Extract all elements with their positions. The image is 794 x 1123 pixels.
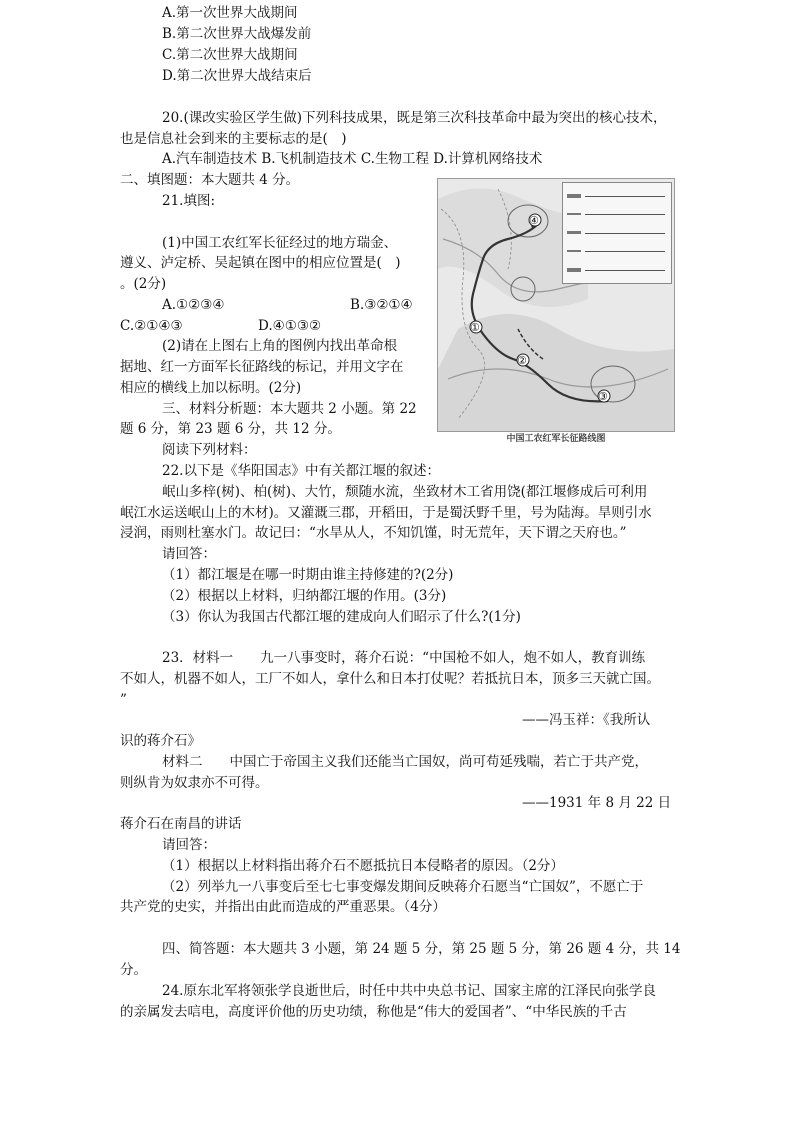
section2-title: 二、填图题：本大题共 4 分。: [120, 172, 300, 188]
q22-sub1: （1）都江堰是在哪一时期由谁主持修建的?(2分): [162, 567, 454, 583]
q22-intro: 22.以下是《华阳国志》中有关都江堰的叙述：: [162, 463, 440, 479]
q21-part2-line3: 相应的横线上加以标明。(2分): [120, 380, 302, 396]
q19-option-d: D.第二次世界大战结束后: [162, 68, 312, 84]
read-instruction: 阅读下列材料：: [162, 442, 257, 458]
q23-source2-line2: 蒋介石在南昌的讲话: [120, 816, 242, 832]
q23-material1-line3: ”: [120, 692, 127, 708]
q19-option-c: C.第二次世界大战期间: [162, 47, 298, 63]
section3-title-line1: 三、材料分析题：本大题共 2 小题。第 22: [162, 401, 417, 417]
legend-symbol: [567, 231, 581, 234]
q24-line2: 的亲属发去唁电，高度评价他的历史功绩，称他是“伟大的爱国者”、“中华民族的千古: [120, 1004, 627, 1020]
legend-blank-line: [585, 251, 665, 252]
q23-source2-line1: ——1931 年 8 月 22 日: [522, 795, 672, 811]
q19-option-a: A.第一次世界大战期间: [162, 5, 298, 21]
legend-symbol: [567, 194, 581, 198]
q21-part1-line1: (1)中国工农红军长征经过的地方瑞金、: [162, 235, 398, 251]
q22-material-line2: 岷江水运送岷山上的木材)。又灌溉三郡，开稻田，于是蜀沃野千里，号为陆海。旱则引水: [120, 505, 652, 521]
q24-line1: 24.原东北军将领张学良逝世后，时任中共中央总书记、国家主席的江泽民向张学良: [162, 983, 656, 999]
q21-title: 21.填图:: [162, 193, 216, 209]
marker-1: ①: [470, 321, 480, 334]
q22-sub3: （3）你认为我国古代都江堰的建成向人们昭示了什么?(1分): [162, 609, 521, 625]
q21-option-a: A.①②③④: [162, 297, 225, 313]
q20-stem-line1: 20.(课改实验区学生做)下列科技成果，既是第三次科技革命中最为突出的核心技术，: [162, 110, 667, 126]
q23-source1-line2: 识的蒋介石》: [120, 733, 201, 749]
marker-2: ②: [517, 354, 527, 367]
q23-sub1: （1）根据以上材料指出蒋介石不愿抵抗日本侵略者的原因。（2分）: [162, 858, 564, 874]
legend-blank-line: [585, 214, 665, 215]
q22-material-line3: 浸润，雨则杜塞水门。故记曰：“水旱从人，不知饥馑，时无荒年，天下谓之天府也。”: [120, 525, 627, 541]
legend-symbol: [567, 250, 581, 252]
legend-blank-line: [585, 233, 665, 234]
legend-symbol: [567, 268, 581, 272]
map-caption: 中国工农红军长征路线图: [506, 434, 606, 444]
q23-sub2-line2: 共产党的史实，并指出由此而造成的严重恶果。（4分）: [120, 899, 446, 915]
q23-material2-line2: 则纵肯为奴隶亦不可得。: [120, 775, 269, 791]
marker-4: ④: [529, 214, 539, 227]
q21-option-d: D.④①③②: [258, 318, 322, 334]
q23-material1-line1: 23．材料一 九一八事变时，蒋介石说：“中国枪不如人，炮不如人，教育训练: [162, 650, 646, 666]
q20-options: A.汽车制造技术 B.飞机制造技术 C.生物工程 D.计算机网络技术: [162, 151, 543, 167]
q21-option-b: B.③②①④: [350, 297, 413, 313]
map-frame: [437, 178, 675, 432]
section4-title-line2: 分。: [120, 962, 147, 978]
legend-blank-line: [585, 270, 665, 271]
q22-answer-prompt: 请回答：: [162, 546, 216, 562]
legend-blank-line: [585, 196, 665, 197]
q20-stem-line2: 也是信息社会到来的主要标志的是( ): [120, 131, 347, 147]
section3-title-line2: 题 6 分，第 23 题 6 分，共 12 分。: [120, 421, 341, 437]
q21-part1-line2: 遵义、泸定桥、吴起镇在图中的相应位置是( ): [120, 255, 401, 271]
q22-material-line1: 岷山多梓(树)、柏(树)、大竹，颓随水流，坐致材木工省用饶(都江堰修成后可利用: [162, 484, 648, 500]
q21-part2-line2: 据地、红一方面军长征路线的标记，并用文字在: [120, 359, 404, 375]
q23-material2-line1: 材料二 中国亡于帝国主义我们还能当亡国奴，尚可苟延残喘，若亡于共产党，: [162, 754, 648, 770]
q21-option-c: C.②①④③: [120, 318, 183, 334]
q21-part2-line1: (2)请在上图右上角的图例内找出革命根: [162, 338, 398, 354]
q22-sub2: （2）根据以上材料，归纳都江堰的作用。(3分): [162, 588, 447, 604]
q23-sub2-line1: （2）列举九一八事变后至七七事变爆发期间反映蒋介石愿当“亡国奴”，不愿亡于: [162, 879, 644, 895]
section4-title-line1: 四、简答题：本大题共 3 小题，第 24 题 5 分，第 25 题 5 分，第 26 题 4 分，共 14: [162, 941, 681, 957]
marker-3: ③: [598, 390, 608, 403]
long-march-map: [437, 178, 675, 446]
map-legend: [562, 182, 672, 284]
q23-answer-prompt: 请回答：: [162, 837, 216, 853]
q19-option-b: B.第二次世界大战爆发前: [162, 26, 312, 42]
q23-source1-line1: ——冯玉祥：《我所认: [522, 712, 651, 728]
q23-material1-line2: 不如人，机器不如人，工厂不如人，拿什么和日本打仗呢？若抵抗日本，顶多三天就亡国。: [120, 671, 660, 687]
q21-part1-line3: 。(2分): [120, 276, 167, 292]
legend-symbol: [567, 213, 581, 215]
